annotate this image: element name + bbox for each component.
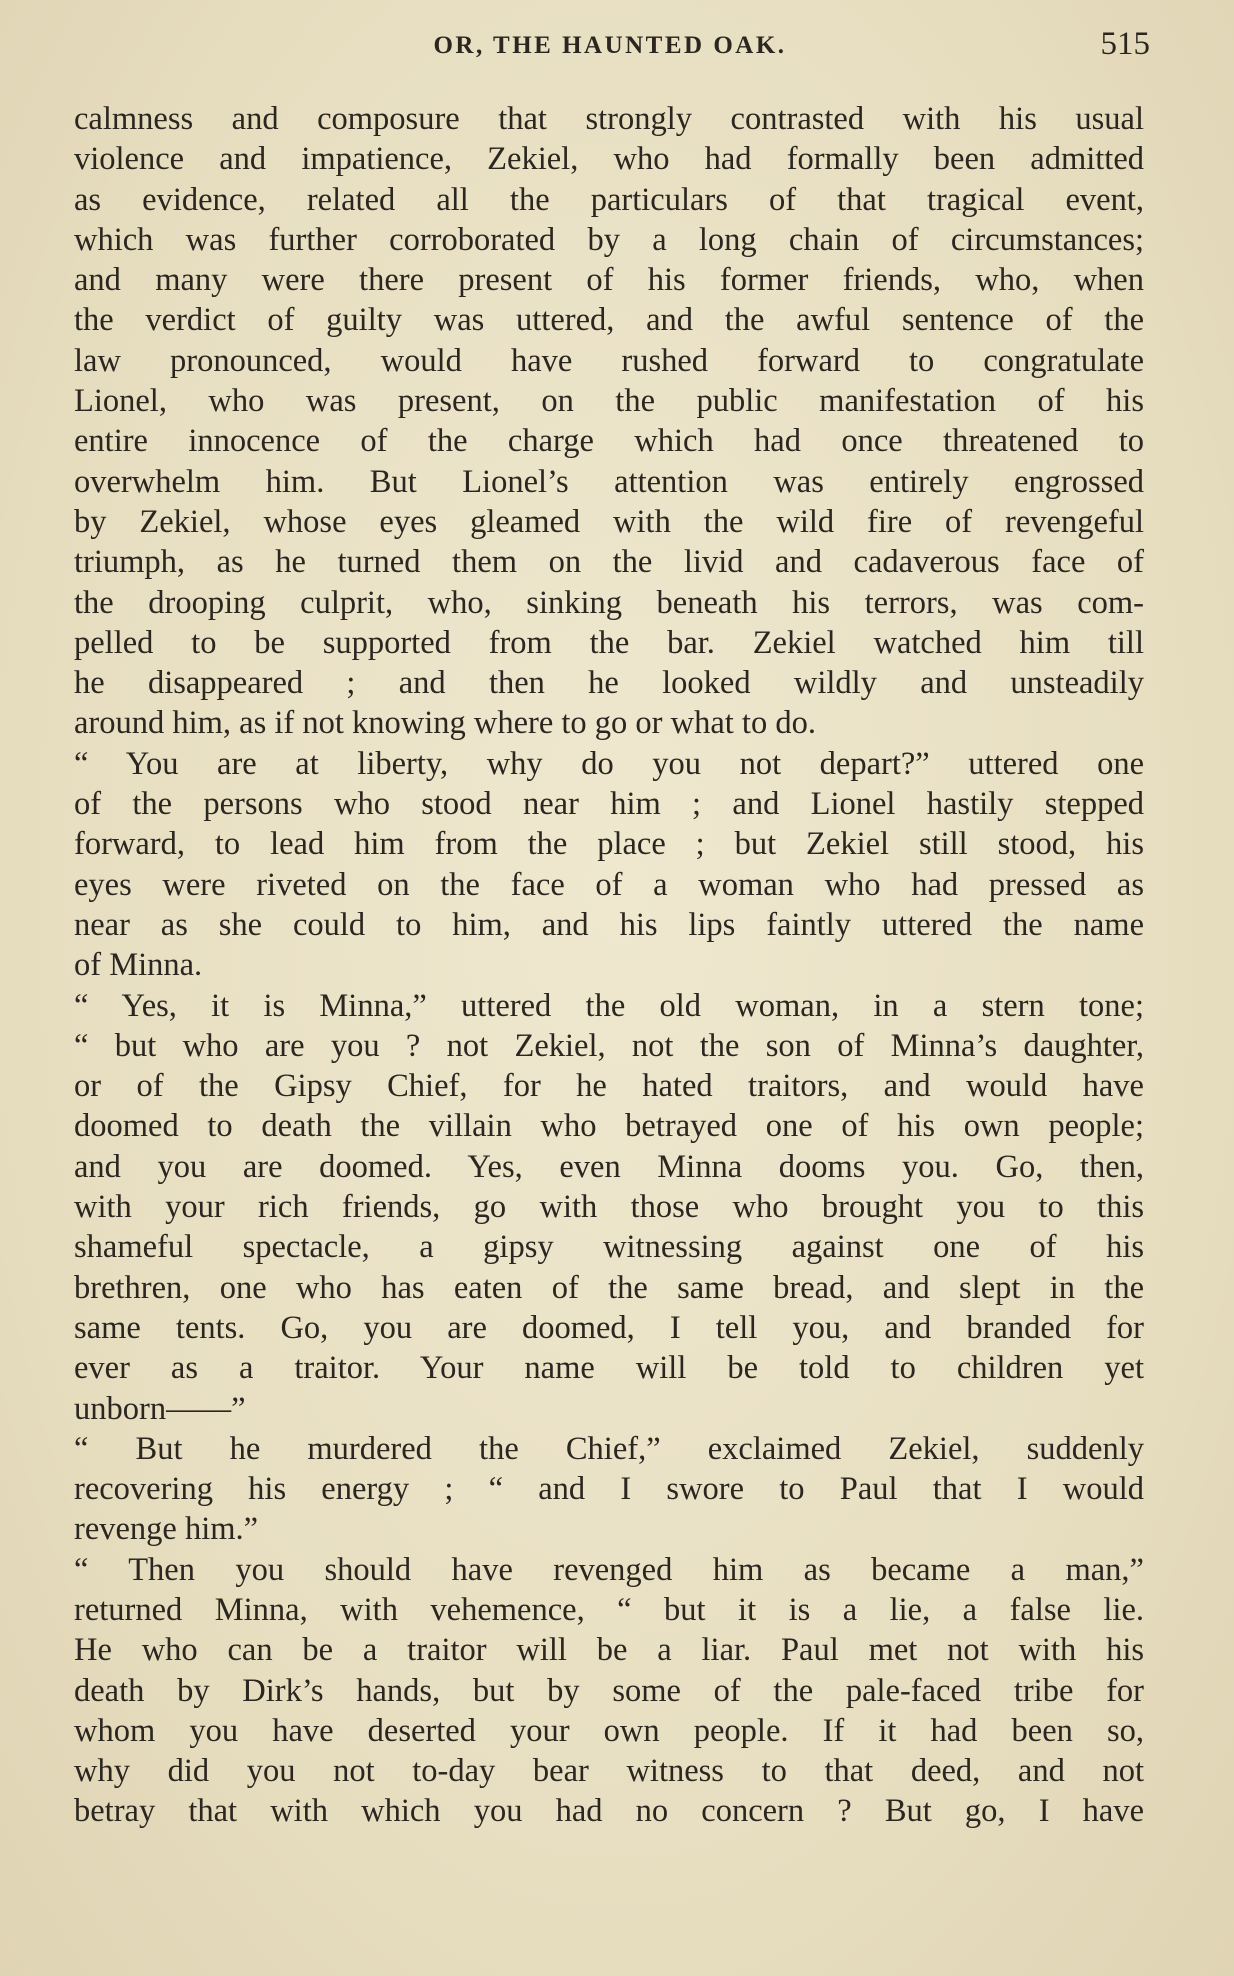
page-number: 515 [1100,26,1150,62]
text-line: entire innocence of the charge which had once threatened to [74,423,1144,460]
text-line: by Zekiel, whose eyes gleamed with the wild fire of revengeful [74,503,1144,540]
text-line: “ You are at liberty, why do you not depart?” uttered one [74,745,1144,782]
text-line: violence and impatience, Zekiel, who had formally been admitted [74,141,1144,178]
text-line: or of the Gipsy Chief, for he hated traitors, and would have [74,1068,1144,1105]
running-head [70,26,1150,70]
text-line: overwhelm him. But Lionel’s attention was entirely engrossed [74,463,1144,500]
text-line: revenge him.” [74,1511,259,1548]
text-line: ever as a traitor. Your name will be told to children yet [74,1350,1144,1387]
body-text [74,99,1144,1832]
text-line: triumph, as he turned them on the livid and cadaverous face of [74,544,1144,581]
text-line: returned Minna, with vehemence, “ but it is a lie, a false lie. [74,1591,1144,1628]
text-line: of Minna. [74,947,203,984]
text-line: and you are doomed. Yes, even Minna dooms you. Go, then, [74,1148,1144,1185]
running-title: OR, THE HAUNTED OAK. [433,32,787,59]
text-line: death by Dirk’s hands, but by some of the pale-faced tribe for [74,1672,1144,1709]
text-line: with your rich friends, go with those who brought you to this [74,1189,1144,1226]
text-line: brethren, one who has eaten of the same bread, and slept in the [74,1269,1144,1306]
text-line: shameful spectacle, a gipsy witnessing against one of his [74,1229,1144,1266]
text-line: betray that with which you had no concern ? But go, I have [74,1793,1144,1830]
text-line: whom you have deserted your own people. If it had been so, [74,1712,1144,1749]
text-line: calmness and composure that strongly contrasted with his usual [74,101,1144,137]
text-line: “ Yes, it is Minna,” uttered the old woman, in a stern tone; [74,987,1144,1024]
text-line: the drooping culprit, who, sinking beneath his terrors, was com- [74,584,1144,621]
text-line: “ Then you should have revenged him as became a man,” [74,1551,1144,1588]
text-line: which was further corroborated by a long chain of circumstances; [74,221,1144,258]
text-line: forward, to lead him from the place ; but Zekiel still stood, his [74,826,1144,863]
text-line: near as she could to him, and his lips faintly uttered the name [74,906,1144,943]
text-line: eyes were riveted on the face of a woman who had pressed as [74,866,1144,903]
text-line: doomed to death the villain who betrayed one of his own people; [74,1108,1144,1145]
text-line: unborn——” [74,1390,246,1427]
text-line: why did you not to-day bear witness to that deed, and not [74,1753,1144,1790]
text-line: He who can be a traitor will be a liar. Paul met not with his [74,1632,1144,1669]
text-line: Lionel, who was present, on the public manifestation of his [74,383,1144,420]
text-line: same tents. Go, you are doomed, I tell you, and branded for [74,1309,1144,1346]
text-line: law pronounced, would have rushed forward to congratulate [74,342,1144,379]
text-line: as evidence, related all the particulars of that tragical event, [74,181,1144,218]
text-line: “ But he murdered the Chief,” exclaimed Zekiel, suddenly [74,1430,1144,1467]
text-line: “ but who are you ? not Zekiel, not the son of Minna’s daughter, [74,1027,1144,1064]
text-line: the verdict of guilty was uttered, and the awful sentence of the [74,302,1144,339]
text-line: he disappeared ; and then he looked wildly and unsteadily [74,665,1144,702]
text-line: around him, as if not knowing where to go or what to do. [74,705,816,742]
text-line: recovering his energy ; “ and I swore to Paul that I would [74,1471,1144,1508]
text-line: and many were there present of his former friends, who, when [74,262,1144,299]
text-line: pelled to be supported from the bar. Zekiel watched him till [74,624,1144,661]
text-line: of the persons who stood near him ; and Lionel hastily stepped [74,786,1144,823]
